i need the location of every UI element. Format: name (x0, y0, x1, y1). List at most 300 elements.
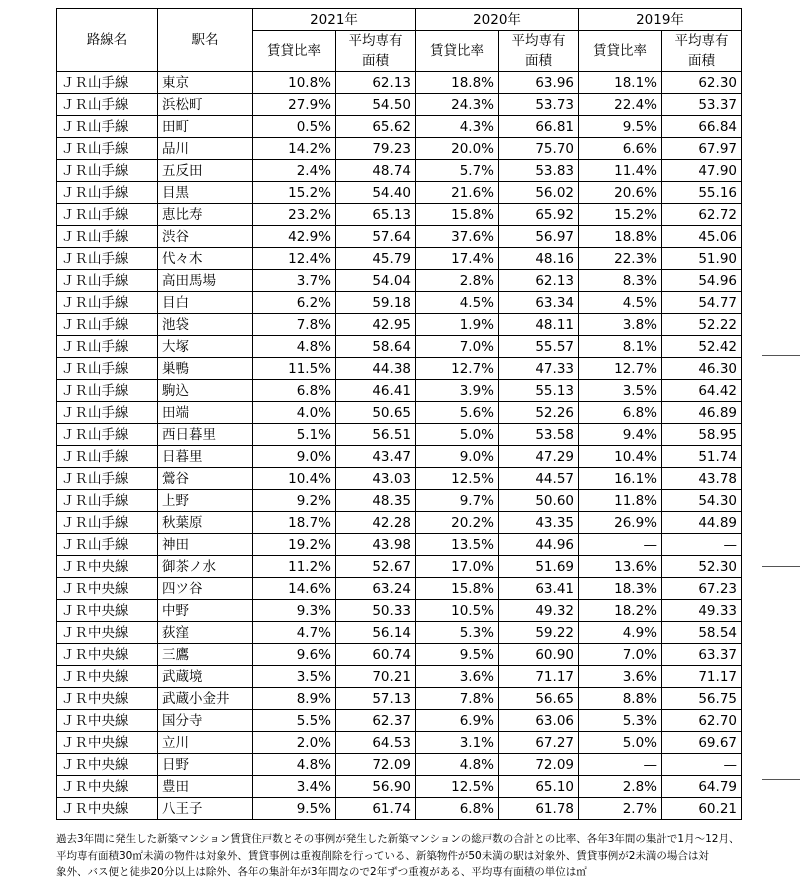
ratio-cell: 12.7% (416, 358, 499, 380)
table-row (57, 644, 742, 666)
table-row (57, 512, 742, 534)
line-cell: ＪＲ山手線 (57, 534, 158, 556)
area-cell: 53.73 (499, 94, 579, 116)
station-cell: 田端 (158, 402, 253, 424)
table-row (57, 314, 742, 336)
area-cell: 72.09 (336, 754, 416, 776)
table-row (57, 578, 742, 600)
station-cell: 目黒 (158, 182, 253, 204)
area-cell: 71.17 (662, 666, 742, 688)
ratio-cell: 9.5% (416, 644, 499, 666)
ratio-cell: 12.5% (416, 776, 499, 798)
area-cell: 60.21 (662, 798, 742, 820)
station-cell: 国分寺 (158, 710, 253, 732)
station-cell: 荻窪 (158, 622, 253, 644)
area-cell: 46.30 (662, 358, 742, 380)
ratio-cell: 37.6% (416, 226, 499, 248)
station-cell: 渋谷 (158, 226, 253, 248)
line-cell: ＪＲ山手線 (57, 160, 158, 182)
table-row (57, 490, 742, 512)
area-cell: 43.47 (336, 446, 416, 468)
ratio-cell: 5.3% (579, 710, 662, 732)
station-cell: 四ツ谷 (158, 578, 253, 600)
station-cell: 立川 (158, 732, 253, 754)
ratio-cell: 1.9% (416, 314, 499, 336)
line-cell: ＪＲ中央線 (57, 710, 158, 732)
line-cell: ＪＲ中央線 (57, 578, 158, 600)
area-cell: 46.41 (336, 380, 416, 402)
ratio-cell: 15.8% (416, 204, 499, 226)
area-cell: 44.38 (336, 358, 416, 380)
area-cell: 55.13 (499, 380, 579, 402)
ratio-cell: 5.5% (253, 710, 336, 732)
area-cell: 43.98 (336, 534, 416, 556)
station-cell: 鶯谷 (158, 468, 253, 490)
area-cell: 54.30 (662, 490, 742, 512)
ratio-cell: 3.8% (579, 314, 662, 336)
area-cell: 63.37 (662, 644, 742, 666)
table-row (57, 556, 742, 578)
ratio-cell: 9.6% (253, 644, 336, 666)
area-cell: 66.81 (499, 116, 579, 138)
area-cell: 50.60 (499, 490, 579, 512)
line-cell: ＪＲ山手線 (57, 336, 158, 358)
ratio-cell: 22.3% (579, 248, 662, 270)
area-cell: 64.53 (336, 732, 416, 754)
table-row (57, 754, 742, 776)
ratio-cell: 20.6% (579, 182, 662, 204)
ratio-cell: 9.0% (416, 446, 499, 468)
table-row (57, 600, 742, 622)
table-row (57, 446, 742, 468)
area-cell: 50.33 (336, 600, 416, 622)
ratio-cell: 21.6% (416, 182, 499, 204)
line-cell: ＪＲ山手線 (57, 314, 158, 336)
ratio-cell: 4.5% (579, 292, 662, 314)
station-cell: 代々木 (158, 248, 253, 270)
area-cell: 54.40 (336, 182, 416, 204)
ratio-cell: 9.0% (253, 446, 336, 468)
area-cell: 65.10 (499, 776, 579, 798)
ratio-cell: 5.0% (579, 732, 662, 754)
ratio-cell: 11.5% (253, 358, 336, 380)
station-cell: 上野 (158, 490, 253, 512)
area-cell: 70.21 (336, 666, 416, 688)
line-cell: ＪＲ中央線 (57, 776, 158, 798)
area-cell: 60.90 (499, 644, 579, 666)
line-cell: ＪＲ山手線 (57, 204, 158, 226)
table-row (57, 358, 742, 380)
area-cell: 62.13 (499, 270, 579, 292)
area-cell: 61.78 (499, 798, 579, 820)
line-cell: ＪＲ山手線 (57, 138, 158, 160)
ratio-cell: 4.8% (416, 754, 499, 776)
line-cell: ＪＲ中央線 (57, 556, 158, 578)
area-cell: 62.72 (662, 204, 742, 226)
ratio-cell: 18.1% (579, 72, 662, 94)
ratio-cell: 9.7% (416, 490, 499, 512)
ratio-cell: 15.2% (253, 182, 336, 204)
area-cell: 44.57 (499, 468, 579, 490)
margin-rule (762, 566, 800, 567)
table-row (57, 380, 742, 402)
header-area: 平均専有 面積 (336, 31, 416, 72)
table-row (57, 204, 742, 226)
ratio-cell: 18.8% (579, 226, 662, 248)
ratio-cell: 7.8% (416, 688, 499, 710)
table-row (57, 622, 742, 644)
line-cell: ＪＲ山手線 (57, 72, 158, 94)
station-cell: 西日暮里 (158, 424, 253, 446)
ratio-cell: 13.6% (579, 556, 662, 578)
ratio-cell: 3.5% (253, 666, 336, 688)
ratio-cell: 9.5% (253, 798, 336, 820)
area-cell: 47.33 (499, 358, 579, 380)
table-row (57, 710, 742, 732)
area-cell: 72.09 (499, 754, 579, 776)
area-cell: 48.11 (499, 314, 579, 336)
area-cell: 75.70 (499, 138, 579, 160)
line-cell: ＪＲ中央線 (57, 732, 158, 754)
ratio-cell: 2.7% (579, 798, 662, 820)
ratio-cell: 6.2% (253, 292, 336, 314)
line-cell: ＪＲ山手線 (57, 270, 158, 292)
area-cell: 43.78 (662, 468, 742, 490)
line-cell: ＪＲ山手線 (57, 248, 158, 270)
ratio-cell: 6.6% (579, 138, 662, 160)
ratio-cell: 17.0% (416, 556, 499, 578)
station-cell: 品川 (158, 138, 253, 160)
ratio-cell: 3.4% (253, 776, 336, 798)
table-row (57, 116, 742, 138)
ratio-cell: 18.2% (579, 600, 662, 622)
area-cell: 65.62 (336, 116, 416, 138)
area-cell: 56.02 (499, 182, 579, 204)
area-cell: 42.95 (336, 314, 416, 336)
line-cell: ＪＲ中央線 (57, 688, 158, 710)
table-row (57, 226, 742, 248)
header-ratio: 賃貸比率 (253, 31, 336, 72)
ratio-cell: 5.3% (416, 622, 499, 644)
table-row (57, 468, 742, 490)
area-cell: 56.90 (336, 776, 416, 798)
area-cell: 49.32 (499, 600, 579, 622)
header-ratio: 賃貸比率 (416, 31, 499, 72)
area-cell: 59.22 (499, 622, 579, 644)
area-cell: 54.04 (336, 270, 416, 292)
ratio-cell: 20.0% (416, 138, 499, 160)
area-cell: 59.18 (336, 292, 416, 314)
area-cell: 54.50 (336, 94, 416, 116)
header-ratio: 賃貸比率 (579, 31, 662, 72)
table-row (57, 776, 742, 798)
ratio-cell: 7.0% (579, 644, 662, 666)
ratio-cell: 11.4% (579, 160, 662, 182)
table-body (57, 72, 742, 820)
ratio-cell: 7.0% (416, 336, 499, 358)
station-cell: 大塚 (158, 336, 253, 358)
ratio-cell: 3.5% (579, 380, 662, 402)
ratio-cell: 15.8% (416, 578, 499, 600)
ratio-cell: 3.1% (416, 732, 499, 754)
line-cell: ＪＲ山手線 (57, 116, 158, 138)
line-cell: ＪＲ中央線 (57, 644, 158, 666)
area-cell: 56.65 (499, 688, 579, 710)
area-cell: 43.03 (336, 468, 416, 490)
area-cell: 60.74 (336, 644, 416, 666)
area-cell: 53.37 (662, 94, 742, 116)
ratio-cell: 12.4% (253, 248, 336, 270)
area-cell: 79.23 (336, 138, 416, 160)
margin-rule (762, 355, 800, 356)
ratio-cell: 9.4% (579, 424, 662, 446)
ratio-cell: 3.7% (253, 270, 336, 292)
area-cell: 65.13 (336, 204, 416, 226)
line-cell: ＪＲ中央線 (57, 754, 158, 776)
ratio-cell: 18.8% (416, 72, 499, 94)
area-cell: 62.37 (336, 710, 416, 732)
line-cell: ＪＲ山手線 (57, 94, 158, 116)
ratio-cell: 4.0% (253, 402, 336, 424)
area-cell: 58.54 (662, 622, 742, 644)
footnote: 過去3年間に発生した新築マンション賃貸住戸数とその事例が発生した新築マンションの総戸数の合計との比率、各年3年間の集計で1月～12月、 平均専有面積30㎡未満の物件は対象外、賃貸事例は重複削除を行っている、新築物件が50未満の駅は対象外、賃貸事例が2未満の場合は対 象外、バス便と徒歩20分以上は除外、各年の集計年が3年間なので2年ずつ重複がある、平均専有面積の単位は㎡ (56, 833, 740, 878)
header-area: 平均専有 面積 (662, 31, 742, 72)
ratio-cell: 8.1% (579, 336, 662, 358)
station-cell: 池袋 (158, 314, 253, 336)
header-year-2019: 2019年 (579, 9, 742, 31)
ratio-cell: 8.3% (579, 270, 662, 292)
station-cell: 浜松町 (158, 94, 253, 116)
station-cell: 田町 (158, 116, 253, 138)
ratio-cell: 17.4% (416, 248, 499, 270)
area-cell: 48.74 (336, 160, 416, 182)
table-row (57, 732, 742, 754)
area-cell: 54.96 (662, 270, 742, 292)
table-row (57, 72, 742, 94)
ratio-cell: 18.7% (253, 512, 336, 534)
line-cell: ＪＲ山手線 (57, 512, 158, 534)
area-cell: 63.24 (336, 578, 416, 600)
table-row (57, 94, 742, 116)
area-cell: 44.89 (662, 512, 742, 534)
area-cell: 67.27 (499, 732, 579, 754)
area-cell: 53.58 (499, 424, 579, 446)
ratio-cell: 6.8% (579, 402, 662, 424)
area-cell: 56.97 (499, 226, 579, 248)
station-cell: 日暮里 (158, 446, 253, 468)
area-cell: 62.13 (336, 72, 416, 94)
ratio-cell: 10.8% (253, 72, 336, 94)
table-row (57, 424, 742, 446)
area-cell: 43.35 (499, 512, 579, 534)
area-cell: 55.57 (499, 336, 579, 358)
rental-ratio-table (56, 8, 742, 820)
ratio-cell: 3.9% (416, 380, 499, 402)
area-cell: 56.75 (662, 688, 742, 710)
ratio-cell: 11.8% (579, 490, 662, 512)
ratio-cell: 26.9% (579, 512, 662, 534)
ratio-cell: 5.6% (416, 402, 499, 424)
table-row (57, 336, 742, 358)
ratio-cell: 8.9% (253, 688, 336, 710)
ratio-cell: 11.2% (253, 556, 336, 578)
table-row (57, 292, 742, 314)
station-cell: 秋葉原 (158, 512, 253, 534)
ratio-cell: 2.0% (253, 732, 336, 754)
area-cell: 45.79 (336, 248, 416, 270)
ratio-cell: 4.8% (253, 754, 336, 776)
ratio-cell: 42.9% (253, 226, 336, 248)
area-cell: 49.33 (662, 600, 742, 622)
area-cell: 47.29 (499, 446, 579, 468)
ratio-cell: 10.4% (253, 468, 336, 490)
ratio-cell: 5.7% (416, 160, 499, 182)
ratio-cell: 9.3% (253, 600, 336, 622)
area-cell: 63.34 (499, 292, 579, 314)
ratio-cell: 24.3% (416, 94, 499, 116)
station-cell: 駒込 (158, 380, 253, 402)
line-cell: ＪＲ山手線 (57, 424, 158, 446)
area-cell: 51.69 (499, 556, 579, 578)
area-cell: 52.67 (336, 556, 416, 578)
line-cell: ＪＲ山手線 (57, 446, 158, 468)
area-cell: 57.13 (336, 688, 416, 710)
ratio-cell: 12.7% (579, 358, 662, 380)
area-cell: 61.74 (336, 798, 416, 820)
ratio-cell: 12.5% (416, 468, 499, 490)
area-cell: — (662, 754, 742, 776)
area-cell: 45.06 (662, 226, 742, 248)
ratio-cell: 9.5% (579, 116, 662, 138)
header-year-2021: 2021年 (253, 9, 416, 31)
ratio-cell: 4.8% (253, 336, 336, 358)
area-cell: 56.14 (336, 622, 416, 644)
header-station: 駅名 (158, 9, 253, 72)
table-row (57, 798, 742, 820)
ratio-cell: 3.6% (416, 666, 499, 688)
area-cell: 50.65 (336, 402, 416, 424)
area-cell: 58.64 (336, 336, 416, 358)
line-cell: ＪＲ中央線 (57, 798, 158, 820)
station-cell: 武蔵境 (158, 666, 253, 688)
ratio-cell: 20.2% (416, 512, 499, 534)
area-cell: 53.83 (499, 160, 579, 182)
station-cell: 巣鴨 (158, 358, 253, 380)
table-row (57, 248, 742, 270)
area-cell: 66.84 (662, 116, 742, 138)
ratio-cell: 13.5% (416, 534, 499, 556)
ratio-cell: 27.9% (253, 94, 336, 116)
ratio-cell: 10.4% (579, 446, 662, 468)
header-line: 路線名 (57, 9, 158, 72)
ratio-cell: 22.4% (579, 94, 662, 116)
ratio-cell: 2.8% (416, 270, 499, 292)
area-cell: — (662, 534, 742, 556)
area-cell: 46.89 (662, 402, 742, 424)
station-cell: 武蔵小金井 (158, 688, 253, 710)
ratio-cell: 18.3% (579, 578, 662, 600)
ratio-cell: 9.2% (253, 490, 336, 512)
area-cell: 42.28 (336, 512, 416, 534)
line-cell: ＪＲ山手線 (57, 358, 158, 380)
area-cell: 69.67 (662, 732, 742, 754)
station-cell: 神田 (158, 534, 253, 556)
station-cell: 日野 (158, 754, 253, 776)
station-cell: 豊田 (158, 776, 253, 798)
line-cell: ＪＲ中央線 (57, 622, 158, 644)
header-year-2020: 2020年 (416, 9, 579, 31)
ratio-cell: — (579, 754, 662, 776)
area-cell: 64.79 (662, 776, 742, 798)
ratio-cell: 4.3% (416, 116, 499, 138)
area-cell: 62.30 (662, 72, 742, 94)
line-cell: ＪＲ山手線 (57, 182, 158, 204)
header-area: 平均専有 面積 (499, 31, 579, 72)
area-cell: 57.64 (336, 226, 416, 248)
ratio-cell: 6.9% (416, 710, 499, 732)
area-cell: 63.96 (499, 72, 579, 94)
area-cell: 58.95 (662, 424, 742, 446)
station-cell: 御茶ノ水 (158, 556, 253, 578)
line-cell: ＪＲ山手線 (57, 402, 158, 424)
line-cell: ＪＲ山手線 (57, 380, 158, 402)
station-cell: 三鷹 (158, 644, 253, 666)
area-cell: 56.51 (336, 424, 416, 446)
ratio-cell: 19.2% (253, 534, 336, 556)
table-row (57, 182, 742, 204)
area-cell: 52.30 (662, 556, 742, 578)
area-cell: 71.17 (499, 666, 579, 688)
area-cell: 51.74 (662, 446, 742, 468)
table-row (57, 402, 742, 424)
area-cell: 64.42 (662, 380, 742, 402)
station-cell: 五反田 (158, 160, 253, 182)
station-cell: 東京 (158, 72, 253, 94)
area-cell: 48.16 (499, 248, 579, 270)
area-cell: 52.22 (662, 314, 742, 336)
ratio-cell: 5.1% (253, 424, 336, 446)
ratio-cell: 15.2% (579, 204, 662, 226)
ratio-cell: 2.8% (579, 776, 662, 798)
line-cell: ＪＲ山手線 (57, 292, 158, 314)
area-cell: 52.26 (499, 402, 579, 424)
table-row (57, 688, 742, 710)
ratio-cell: 23.2% (253, 204, 336, 226)
area-cell: 54.77 (662, 292, 742, 314)
line-cell: ＪＲ中央線 (57, 666, 158, 688)
area-cell: 65.92 (499, 204, 579, 226)
table-row (57, 270, 742, 292)
margin-rule (762, 779, 800, 780)
area-cell: 51.90 (662, 248, 742, 270)
ratio-cell: 10.5% (416, 600, 499, 622)
line-cell: ＪＲ中央線 (57, 600, 158, 622)
ratio-cell: 7.8% (253, 314, 336, 336)
ratio-cell: 4.5% (416, 292, 499, 314)
line-cell: ＪＲ山手線 (57, 490, 158, 512)
ratio-cell: 4.9% (579, 622, 662, 644)
header-row-years (57, 9, 742, 31)
area-cell: 62.70 (662, 710, 742, 732)
ratio-cell: 14.2% (253, 138, 336, 160)
area-cell: 63.06 (499, 710, 579, 732)
station-cell: 高田馬場 (158, 270, 253, 292)
station-cell: 中野 (158, 600, 253, 622)
area-cell: 52.42 (662, 336, 742, 358)
area-cell: 63.41 (499, 578, 579, 600)
station-cell: 目白 (158, 292, 253, 314)
ratio-cell: 14.6% (253, 578, 336, 600)
